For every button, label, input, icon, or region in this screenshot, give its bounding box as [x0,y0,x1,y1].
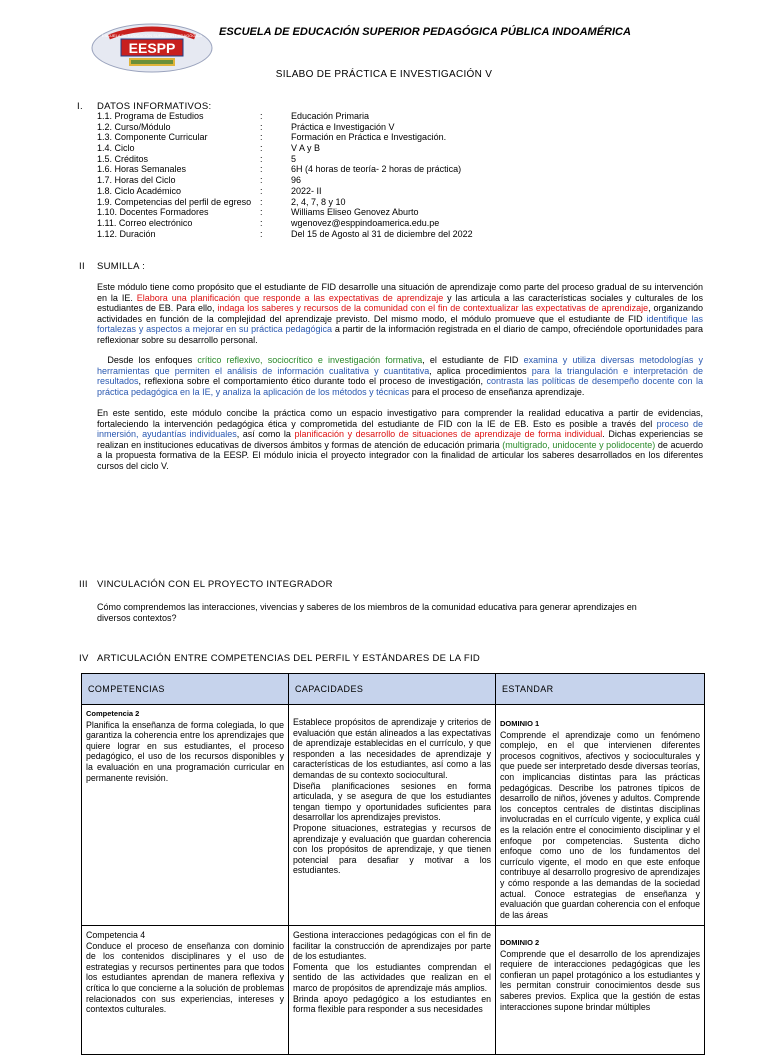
section-2-title: SUMILLA : [97,261,146,272]
school-logo [91,23,213,73]
info-row: 1.6. Horas Semanales : 6H (4 horas de teoría- 2 horas de práctica) [97,164,462,175]
info-row: 1.1. Programa de Estudios : Educación Primaria [97,111,370,121]
info-row: 1.2. Curso/Módulo : Práctica e Investigación V [97,121,395,132]
section-4-number: IV [79,653,89,664]
capacities-cell: Gestiona interacciones pedagógicas con el fin de facilitar la construcción de aprendizajes por parte de los estudiantes. Fomenta que los estudiantes comprendan el sentido de las actividades que realizan en el marco de propósitos de aprendizaje más amplios. Brinda apoyo pedagógico a los estudiantes en forma flexible para responder a sus necesidades [289,926,496,1055]
info-row: 1.4. Ciclo : V A y B [97,143,321,154]
integrator-question: Cómo comprendemos las interacciones, vivencias y saberes de los miembros de la comunidad educativa para generar aprendizajes en diversos contextos? [97,602,637,623]
sumilla-paragraph-2: Desde los enfoques crítico reflexivo, sociocrítico e investigación formativa, el estudiante de FID examina y utiliza diversas metodologías y herramientas que permiten el análisis de información cualitativa y cuantitativa, aplica procedimientos para la triangulación e interpretación de resultados, reflexiona sobre el comportamiento ético durante todo el proceso de investigación, contrasta las políticas de desempeño docente con la práctica pedagógica en la IE, y analiza la aplicación de los métodos y técnicas para el proceso de enseñanza aprendizaje. [97,355,703,397]
section-3-title: VINCULACIÓN CON EL PROYECTO INTEGRADOR [97,579,333,590]
info-row: 1.9. Competencias del perfil de egreso : 2, 4, 7, 8 y 10 [97,196,346,207]
section-3-number: III [79,579,88,590]
school-name: ESCUELA DE EDUCACIÓN SUPERIOR PEDAGÓGICA PÚBLICA INDOAMÉRICA [219,26,631,38]
standard-cell: DOMINIO 2 Comprende que el desarrollo de los aprendizajes requiere de interacciones pedagógicas que les confieran un papel protagónico a los estudiantes y les permitan construir conocimientos desde sus saberes previos. Explica que la gestión de estas interacciones supone brindar múltiples [496,926,705,1055]
competencies-table [81,673,705,1055]
header-competencias: COMPETENCIAS [82,674,289,705]
section-4-title: ARTICULACIÓN ENTRE COMPETENCIAS DEL PERFIL Y ESTÁNDARES DE LA FID [97,653,481,664]
header-capacidades: CAPACIDADES [289,674,496,705]
info-row: 1.7. Horas del Ciclo : 96 [97,175,302,186]
competency-cell: Competencia 4 Conduce el proceso de enseñanza con dominio de los contenidos disciplinares y el uso de estrategias y recursos pertinentes para que todos los estudiantes aprendan de manera reflexiva y crítica lo que concierne a la solución de problemas relacionados con sus experiencias, intereses y contextos culturales. [82,926,289,1055]
standard-cell: DOMINIO 1 Comprende el aprendizaje como un fenómeno complejo, en el que intervienen diferentes procesos cognitivos, afectivos y socioculturales y que puede ser interpretado desde diversas teorías, con implicancias distintas para las prácticas pedagógicas. Describe los patrones típicos de desarrollo de niños, jóvenes y adultos. Comprende los conceptos centrales de distintas disciplinas involucradas en el currículo vigente, y explica cuál es la relación entre el conocimiento disciplinar y el enfoque por competencias. Sustenta dicho enfoque como uno de los fundamentos del currículo vigente, el modo en que este enfoque contribuye al desarrollo progresivo de aprendizajes y cómo responde a las demandas de la sociedad actual. Conoce estrategias de enseñanza y evaluación que guardan coherencia con el enfoque de las áreas [496,705,705,926]
info-row: 1.3. Componente Curricular : Formación en Práctica e Investigación. [97,132,447,143]
header-estandar: ESTANDAR [496,674,705,705]
section-1-title: DATOS INFORMATIVOS: [97,101,212,112]
logo-text: EESPP [128,40,176,56]
sumilla-paragraph-3: En este sentido, este módulo concibe la práctica como un espacio investigativo para comprender la realidad educativa a partir de evidencias, fortaleciendo la intervención pedagógica ética y comprometida del estudiante de FID con la IE de EB. Esto es posible a través del proceso de inmersión, ayudantías individuales, así como la planificación y desarrollo de situaciones de aprendizaje de forma individual. Dichas experiencias se realizan en instituciones educativas de diversos ámbitos y formas de atención de educación primaria (multigrado, unidocente y polidocente) de acuerdo a la propuesta formativa de la EESP. El módulo inicia el proyecto integrador con la finalidad de articular los saberes desarrollados en los diferentes cursos del ciclo V. [97,408,704,471]
logo-motto: ESCUELA DE EDUCACIÓN SUPERIOR PEDAGÓGICA [101,33,203,38]
document-title: SILABO DE PRÁCTICA E INVESTIGACIÓN V [275,69,493,80]
table-row [82,705,705,926]
capacities-cell: Establece propósitos de aprendizaje y criterios de evaluación que están alineados a las expectativas de aprendizaje establecidas en el currículo, y que responden a las necesidades de aprendizaje y características de los estudiantes, así como a las demandas de su contexto sociocultural. Diseña planificaciones sesiones en forma articulada, y se asegura de que los estudiantes tengan tiempo y oportunidades suficientes para desarrollar los aprendizajes previstos. Propone situaciones, estrategias y recursos de aprendizaje y evaluación que guardan coherencia con los propósitos de aprendizaje, y que tienen potencial para desafiar y motivar a los estudiantes. [289,705,496,926]
info-row: 1.8. Ciclo Académico : 2022- II [97,185,322,196]
info-row: 1.10. Docentes Formadores : Williams Eliseo Genovez Aburto [97,207,419,218]
table-row [82,926,705,1055]
competency-cell: Competencia 2 Planifica la enseñanza de forma colegiada, lo que garantiza la coherencia entre los aprendizajes que quiere lograr en sus estudiantes, el proceso pedagógico, el uso de los recursos disponibles y la evaluación en una programación curricular en permanente revisión. [82,705,289,926]
section-2-number: II [79,261,85,272]
sumilla-paragraph-1: Este módulo tiene como propósito que el estudiante de FID desarrolle una situación de aprendizaje como parte del proceso gradual de su intervención en la IE. Elabora una planificación que responde a las expectativas de aprendizaje y las articula a las características sociales y culturales de los estudiantes de EB. Para ello, indaga los saberes y recursos de la comunidad con el fin de contextualizar las expectativas de aprendizaje, organizando actividades en función de la complejidad del aprendizaje previsto. Del mismo modo, el módulo promueve que el estudiante de FID identifique las fortalezas y aspectos a mejorar en su práctica pedagógica a partir de la información registrada en el diario de campo, ofreciéndole oportunidades para reflexionar sobre su desarrollo personal. [97,282,704,345]
info-table [97,111,567,239]
section-1-number: I. [77,101,83,112]
info-row: 1.12. Duración : Del 15 de Agosto al 31 de diciembre del 2022 [97,228,473,239]
table-header-row [82,674,705,705]
info-row: 1.11. Correo electrónico : wgenovez@esppindoamerica.edu.pe [97,217,440,228]
info-row: 1.5. Créditos : 5 [97,153,297,164]
